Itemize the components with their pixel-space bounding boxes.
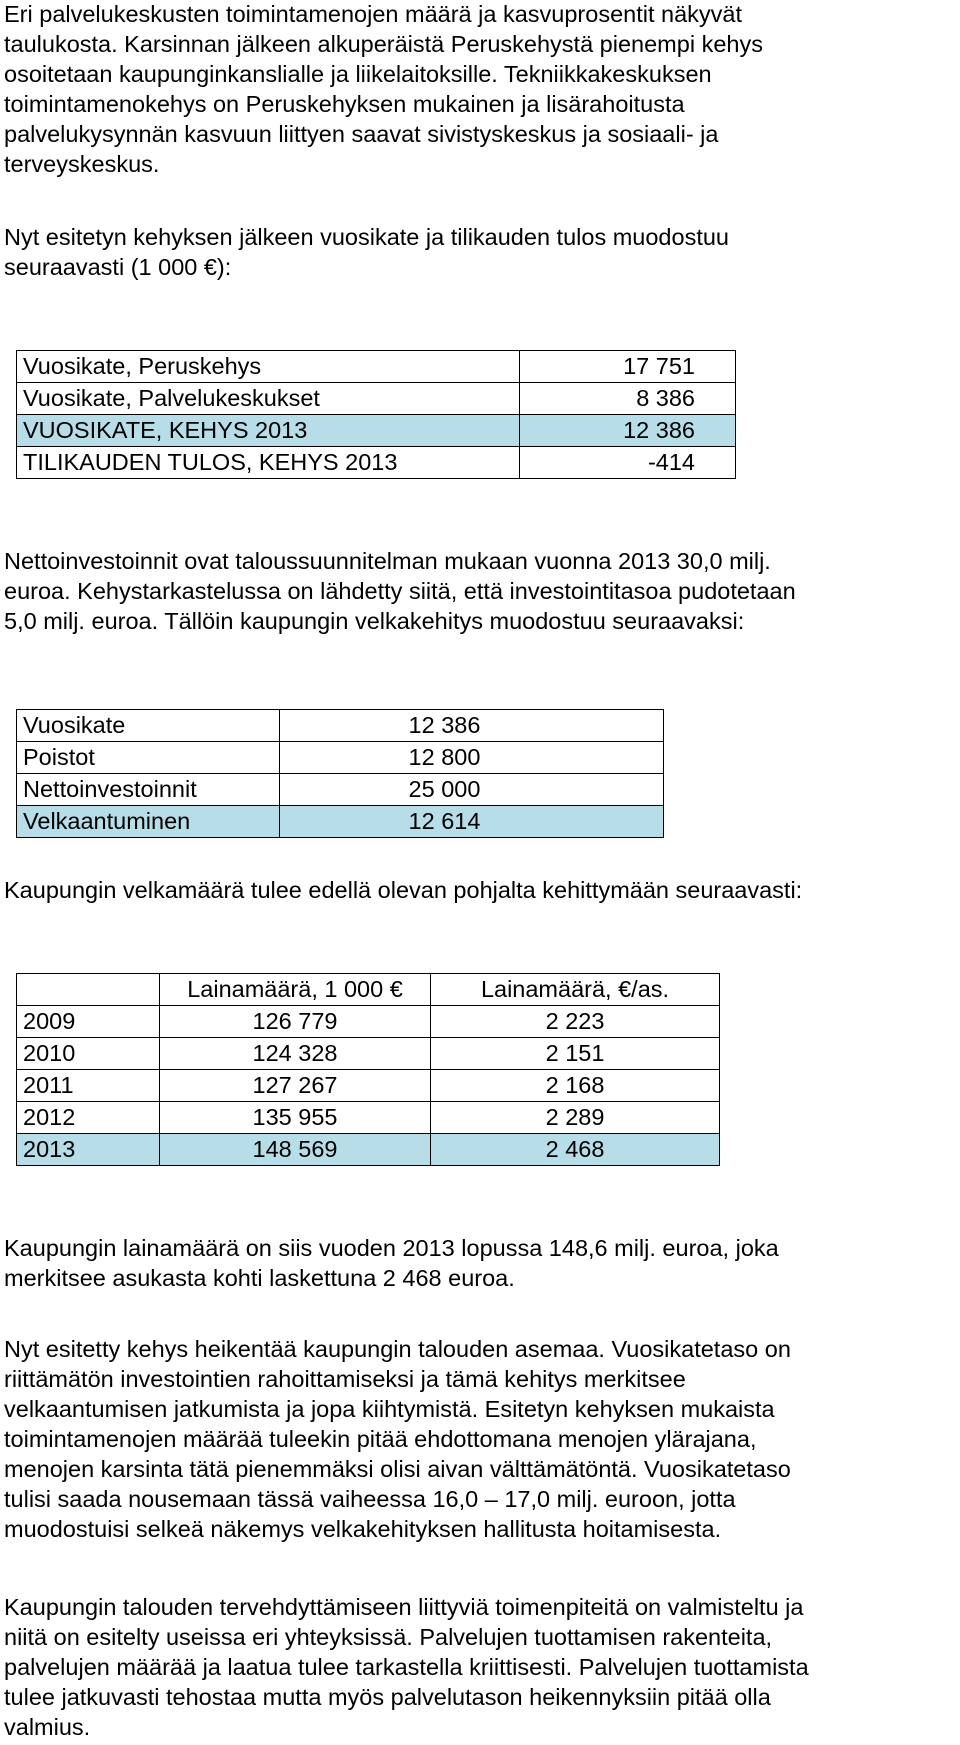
text-line: Kaupungin velkamäärä tulee edellä olevan pohjalta kehittymään seuraavasti: xyxy=(4,877,803,903)
table-row xyxy=(17,447,736,479)
row-value: 12 614 xyxy=(280,806,664,838)
row-label: Nettoinvestoinnit xyxy=(17,774,280,806)
year-cell: 2009 xyxy=(17,1006,160,1038)
paragraph-net-investments xyxy=(4,546,796,636)
year-cell: 2012 xyxy=(17,1102,160,1134)
table-row xyxy=(17,383,736,415)
text-line: seuraavasti (1 000 €): xyxy=(4,254,232,280)
text-line: Eri palvelukeskusten toimintamenojen määrä ja kasvuprosentit näkyvät xyxy=(4,1,743,27)
column-header xyxy=(17,974,160,1006)
text-line: valmius. xyxy=(4,1714,91,1740)
row-value: 25 000 xyxy=(280,774,664,806)
row-value: 12 386 xyxy=(280,710,664,742)
table-row-highlighted xyxy=(17,415,736,447)
row-label: Vuosikate xyxy=(17,710,280,742)
loan-amount-table xyxy=(16,973,720,1166)
table-row-highlighted xyxy=(17,1134,720,1166)
row-label: Vuosikate, Peruskehys xyxy=(17,351,520,383)
column-header: Lainamäärä, 1 000 € xyxy=(160,974,431,1006)
text-line: Nettoinvestoinnit ovat taloussuunnitelman mukaan vuonna 2013 30,0 milj. xyxy=(4,548,771,574)
row-value: 12 800 xyxy=(280,742,664,774)
text-line: Kaupungin lainamäärä on siis vuoden 2013 lopussa 148,6 milj. euroa, joka xyxy=(4,1235,779,1261)
table-row xyxy=(17,1038,720,1070)
text-line: euroa. Kehystarkastelussa on lähdetty siitä, että investointitasoa pudotetaan xyxy=(4,578,796,604)
text-line: tulee jatkuvasti tehostaa mutta myös palvelutason heikennyksiin pitää olla xyxy=(4,1684,771,1710)
text-line: Nyt esitetyn kehyksen jälkeen vuosikate ja tilikauden tulos muodostuu xyxy=(4,224,729,250)
per-capita-cell: 2 468 xyxy=(431,1134,720,1166)
text-line: menojen karsinta tätä pienemmäksi olisi aivan välttämätöntä. Vuosikatetaso xyxy=(4,1456,791,1482)
text-line: riittämätön investointien rahoittamiseksi ja tämä kehitys merkitsee xyxy=(4,1366,686,1392)
text-line: niitä on esitelty useissa eri yhteyksissä. Palvelujen tuottamisen rakenteita, xyxy=(4,1624,773,1650)
text-line: muodostuisi selkeä näkemys velkakehityksen hallitusta hoitamisesta. xyxy=(4,1516,722,1542)
per-capita-cell: 2 151 xyxy=(431,1038,720,1070)
paragraph-loan-summary xyxy=(4,1233,779,1293)
row-label: Poistot xyxy=(17,742,280,774)
table-row xyxy=(17,774,664,806)
table-header-row xyxy=(17,974,720,1006)
table-row xyxy=(17,1102,720,1134)
text-line: taulukosta. Karsinnan jälkeen alkuperäistä Peruskehystä pienempi kehys xyxy=(4,31,763,57)
row-value: 12 386 xyxy=(520,415,736,447)
text-line: Nyt esitetty kehys heikentää kaupungin talouden asemaa. Vuosikatetaso on xyxy=(4,1336,791,1362)
text-line: toimintamenokehys on Peruskehyksen mukainen ja lisärahoitusta xyxy=(4,91,685,117)
row-value: -414 xyxy=(520,447,736,479)
paragraph-service-centres xyxy=(4,0,763,179)
loan-amount-cell: 126 779 xyxy=(160,1006,431,1038)
paragraph-economic-assessment xyxy=(4,1334,791,1544)
table-row-highlighted xyxy=(17,806,664,838)
table-row xyxy=(17,351,736,383)
row-label: TILIKAUDEN TULOS, KEHYS 2013 xyxy=(17,447,520,479)
text-line: osoitetaan kaupunginkanslialle ja liikelaitoksille. Tekniikkakeskuksen xyxy=(4,61,712,87)
year-cell: 2010 xyxy=(17,1038,160,1070)
table-row xyxy=(17,710,664,742)
text-line: toimintamenojen määrää tuleekin pitää ehdottomana menojen ylärajana, xyxy=(4,1426,757,1452)
text-line: 5,0 milj. euroa. Tällöin kaupungin velkakehitys muodostuu seuraavaksi: xyxy=(4,608,745,634)
year-cell: 2011 xyxy=(17,1070,160,1102)
loan-amount-cell: 127 267 xyxy=(160,1070,431,1102)
text-line: tulisi saada nousemaan tässä vaiheessa 16,0 – 17,0 milj. euroon, jotta xyxy=(4,1486,736,1512)
text-line: palvelukysynnän kasvuun liittyen saavat sivistyskeskus ja sosiaali- ja xyxy=(4,121,719,147)
per-capita-cell: 2 168 xyxy=(431,1070,720,1102)
paragraph-debt-intro xyxy=(4,875,802,905)
row-label: VUOSIKATE, KEHYS 2013 xyxy=(17,415,520,447)
paragraph-operating-margin-intro xyxy=(4,222,729,282)
row-value: 17 751 xyxy=(520,351,736,383)
text-line: terveyskeskus. xyxy=(4,151,160,177)
table-row xyxy=(17,1006,720,1038)
text-line: palvelujen määrää ja laatua tulee tarkastella kriittisesti. Palvelujen tuottamista xyxy=(4,1654,809,1680)
row-value: 8 386 xyxy=(520,383,736,415)
text-line: Kaupungin talouden tervehdyttämiseen liittyviä toimenpiteitä on valmisteltu ja xyxy=(4,1594,804,1620)
operating-margin-table xyxy=(16,350,736,479)
text-line: merkitsee asukasta kohti laskettuna 2 468 euroa. xyxy=(4,1265,515,1291)
row-label: Vuosikate, Palvelukeskukset xyxy=(17,383,520,415)
text-line: velkaantumisen jatkumista ja jopa kiihtymistä. Esitetyn kehyksen mukaista xyxy=(4,1396,775,1422)
row-label: Velkaantuminen xyxy=(17,806,280,838)
paragraph-measures xyxy=(4,1592,809,1742)
column-header: Lainamäärä, €/as. xyxy=(431,974,720,1006)
table-row xyxy=(17,1070,720,1102)
table-row xyxy=(17,742,664,774)
loan-amount-cell: 148 569 xyxy=(160,1134,431,1166)
per-capita-cell: 2 289 xyxy=(431,1102,720,1134)
debt-development-table xyxy=(16,709,664,838)
year-cell: 2013 xyxy=(17,1134,160,1166)
per-capita-cell: 2 223 xyxy=(431,1006,720,1038)
loan-amount-cell: 135 955 xyxy=(160,1102,431,1134)
loan-amount-cell: 124 328 xyxy=(160,1038,431,1070)
